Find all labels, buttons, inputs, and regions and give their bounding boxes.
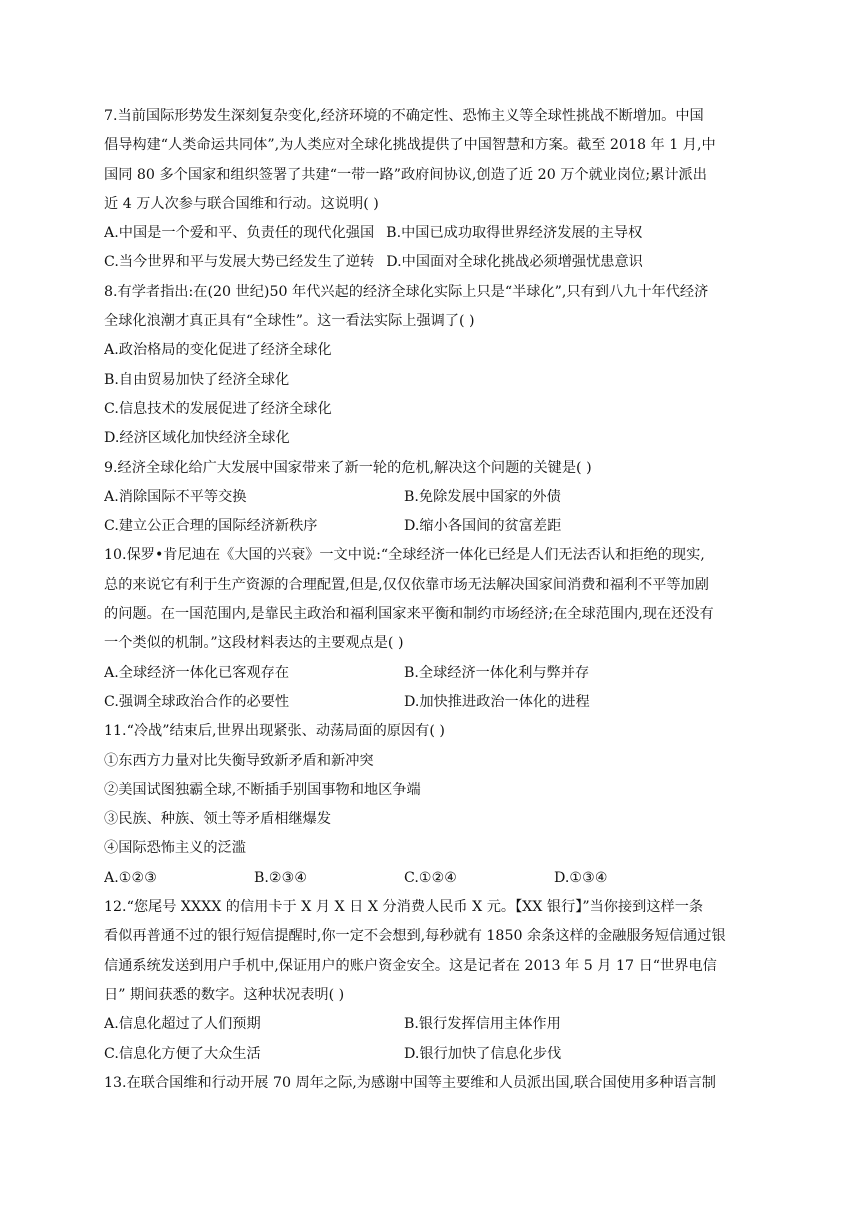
question-stem-line: 国同 80 多个国家和组织签署了共建“一带一路”政府间协议,创造了近 20 万个就业岗位;累计派出 <box>104 166 707 183</box>
question-stem-line: 7.当前国际形势发生深刻复杂变化,经济环境的不确定性、恐怖主义等全球性挑战不断增加。中国 <box>104 108 704 124</box>
question-7 <box>104 102 756 278</box>
question-stem-line: 11.“冷战”结束后,世界出现紧张、动荡局面的原因有( ) <box>104 723 445 740</box>
option-c: C.①②④ <box>404 869 458 886</box>
option-b: B.②③④ <box>254 869 308 886</box>
question-stem-line: 8.有学者指出:在(20 世纪)50 年代兴起的经济全球化实际上只是“半球化”,只有到八九十年代经济 <box>104 283 709 300</box>
question-stem-line: 日” 期间获悉的数字。这种状况表明( ) <box>104 986 345 1003</box>
option-c: C.强调全球政治合作的必要性 <box>104 693 290 710</box>
option-d: D.经济区域化加快经济全球化 <box>104 430 290 447</box>
option-row <box>104 219 756 248</box>
option-c: C.建立公正合理的国际经济新秩序 <box>104 518 318 535</box>
question-stem-line: 看似再普通不过的银行短信提醒时,你一定不会想到,每秒就有 1850 余条这样的金融服务短信通过银 <box>104 928 726 945</box>
question-stem-line: 的问题。在一国范围内,是靠民主政治和福利国家来平衡和制约市场经济;在全球范围内,现在还没有 <box>104 606 714 623</box>
option-b: B.免除发展中国家的外债 <box>404 488 561 505</box>
option-a: A.信息化超过了人们预期 <box>104 1016 261 1033</box>
question-stem-line: 12.“您尾号 XXXX 的信用卡于 X 月 X 日 X 分消费人民币 X 元。【XX 银行】”当你接到这样一条 <box>104 899 704 916</box>
question-10 <box>104 541 756 717</box>
option-a: A.政治格局的变化促进了经济全球化 <box>104 342 332 359</box>
option-row <box>104 512 756 541</box>
option-b: B.银行发挥信用主体作用 <box>404 1016 561 1033</box>
option-d: D.加快推进政治一体化的进程 <box>404 693 590 710</box>
option-d: D.银行加快了信息化步伐 <box>404 1045 562 1062</box>
option-b: B.全球经济一体化利与弊并存 <box>404 664 590 681</box>
question-stem-line: 信通系统发送到用户手机中,保证用户的账户资金安全。这是记者在 2013 年 5 月 17 日“世界电信 <box>104 957 717 974</box>
question-11 <box>104 717 756 893</box>
option-b: B.自由贸易加快了经济全球化 <box>104 371 290 388</box>
option-row <box>104 1010 756 1039</box>
question-13 <box>104 1069 756 1098</box>
question-stem-line: 一个类似的机制。”这段材料表达的主要观点是( ) <box>104 635 404 652</box>
question-9 <box>104 454 756 542</box>
exam-page <box>104 102 756 1098</box>
question-stem-line: 13.在联合国维和行动开展 70 周年之际,为感谢中国等主要维和人员派出国,联合国使用多种语言制 <box>104 1074 716 1091</box>
option-a: A.全球经济一体化已客观存在 <box>104 664 290 681</box>
option-c: C.信息化方便了大众生活 <box>104 1045 261 1062</box>
question-stem-line: 全球化浪潮才真正具有“全球性”。这一看法实际上强调了( ) <box>104 313 475 330</box>
option-a: A.消除国际不平等交换 <box>104 488 247 505</box>
option-row <box>104 1040 756 1069</box>
option-row <box>104 659 756 688</box>
option-d: D.缩小各国间的贫富差距 <box>404 518 562 535</box>
option-row <box>104 248 756 277</box>
statement-item: ①东西方力量对比失衡导致新矛盾和新冲突 <box>104 752 374 769</box>
question-12 <box>104 893 756 1069</box>
option-d: D.①③④ <box>554 869 608 886</box>
option-a: A.中国是一个爱和平、负责任的现代化强国 <box>104 225 375 242</box>
statement-item: ③民族、种族、领土等矛盾相继爆发 <box>104 811 332 828</box>
question-stem-line: 9.经济全球化给广大发展中国家带来了新一轮的危机,解决这个问题的关键是( ) <box>104 459 592 476</box>
option-b: B.中国已成功取得世界经济发展的主导权 <box>386 225 643 242</box>
option-c: C.当今世界和平与发展大势已经发生了逆转 <box>104 254 375 271</box>
option-row <box>104 483 756 512</box>
question-stem-line: 10.保罗•肯尼迪在《大国的兴衰》一文中说:“全球经济一体化已经是人们无法否认和拒绝的现实, <box>104 547 705 564</box>
option-row <box>104 688 756 717</box>
option-c: C.信息技术的发展促进了经济全球化 <box>104 400 332 417</box>
option-d: D.中国面对全球化挑战必须增强忧患意识 <box>386 254 643 271</box>
question-stem-line: 倡导构建“人类命运共同体”,为人类应对全球化挑战提供了中国智慧和方案。截至 2018 年 1 月,中 <box>104 137 716 154</box>
statement-item: ④国际恐怖主义的泛滥 <box>104 840 246 857</box>
option-row <box>104 864 756 893</box>
question-8 <box>104 278 756 454</box>
statement-item: ②美国试图独霸全球,不断插手别国事物和地区争端 <box>104 781 421 798</box>
option-a: A.①②③ <box>104 869 157 886</box>
question-stem-line: 总的来说它有利于生产资源的合理配置,但是,仅仅依靠市场无法解决国家间消费和福利不平等加剧 <box>104 576 709 593</box>
question-stem-line: 近 4 万人次参与联合国维和行动。这说明( ) <box>104 195 379 212</box>
